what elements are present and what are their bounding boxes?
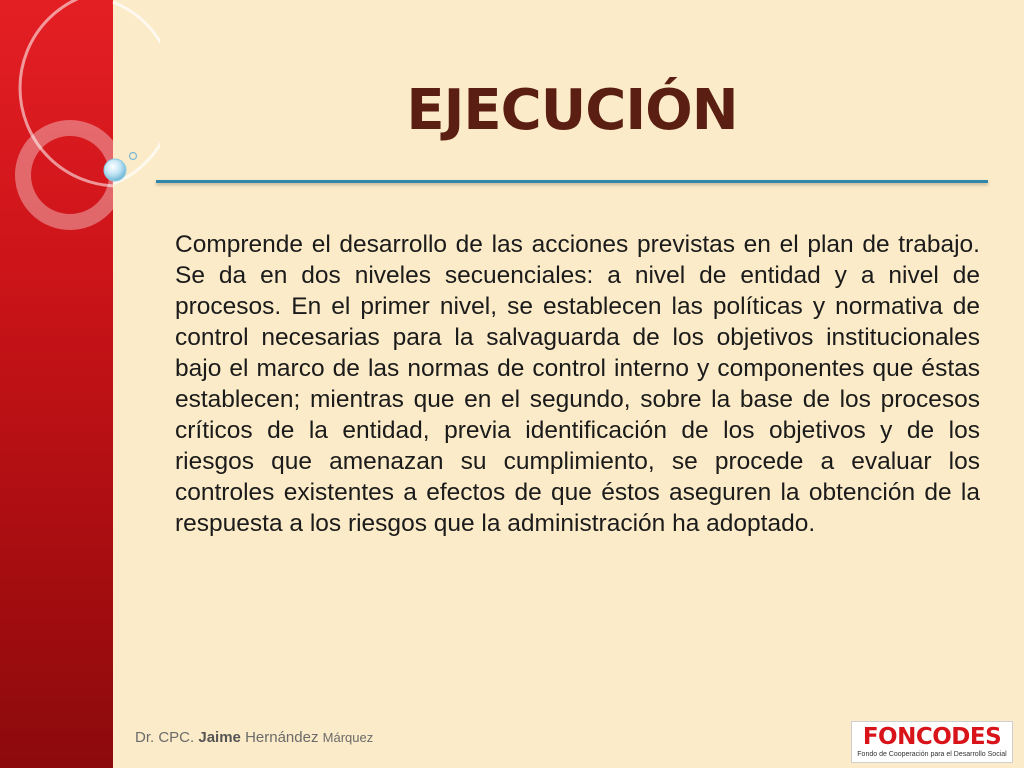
logo-name: FONCODES [862,724,1002,750]
decorative-side-band [0,0,113,768]
foncodes-logo [851,721,1013,763]
author-last-name: Hernández [245,729,319,746]
logo-tagline: Fondo de Cooperación para el Desarrollo Social [857,751,1007,758]
slide-title: EJECUCIÓN [406,78,738,143]
slide-body-text: Comprende el desarrollo de las acciones previstas en el plan de trabajo. Se da en dos niveles secuenciales: a nivel de entidad y a nivel de procesos. En el primer nivel, se establecen las políticas y normativa de control necesarias para la salvaguarda de los objetivos institucionales bajo el marco de las normas de control interno y componentes que éstas establecen; mientras que en el segundo, sobre la base de los procesos críticos de la entidad, previa identificación de los objetivos y de los riesgos que amenazan su cumplimiento, se procede a evaluar los controles existentes a efectos de que éstos aseguren la obtención de la respuesta a los riesgos que la administración ha adoptado. [175,231,980,537]
title-divider [156,180,988,183]
author-first-name: Jaime [198,729,241,746]
decorative-rings [0,0,113,768]
footer-author [135,729,373,746]
author-prefix: Dr. CPC. [135,729,195,746]
author-second-last-name: Márquez [322,730,374,745]
